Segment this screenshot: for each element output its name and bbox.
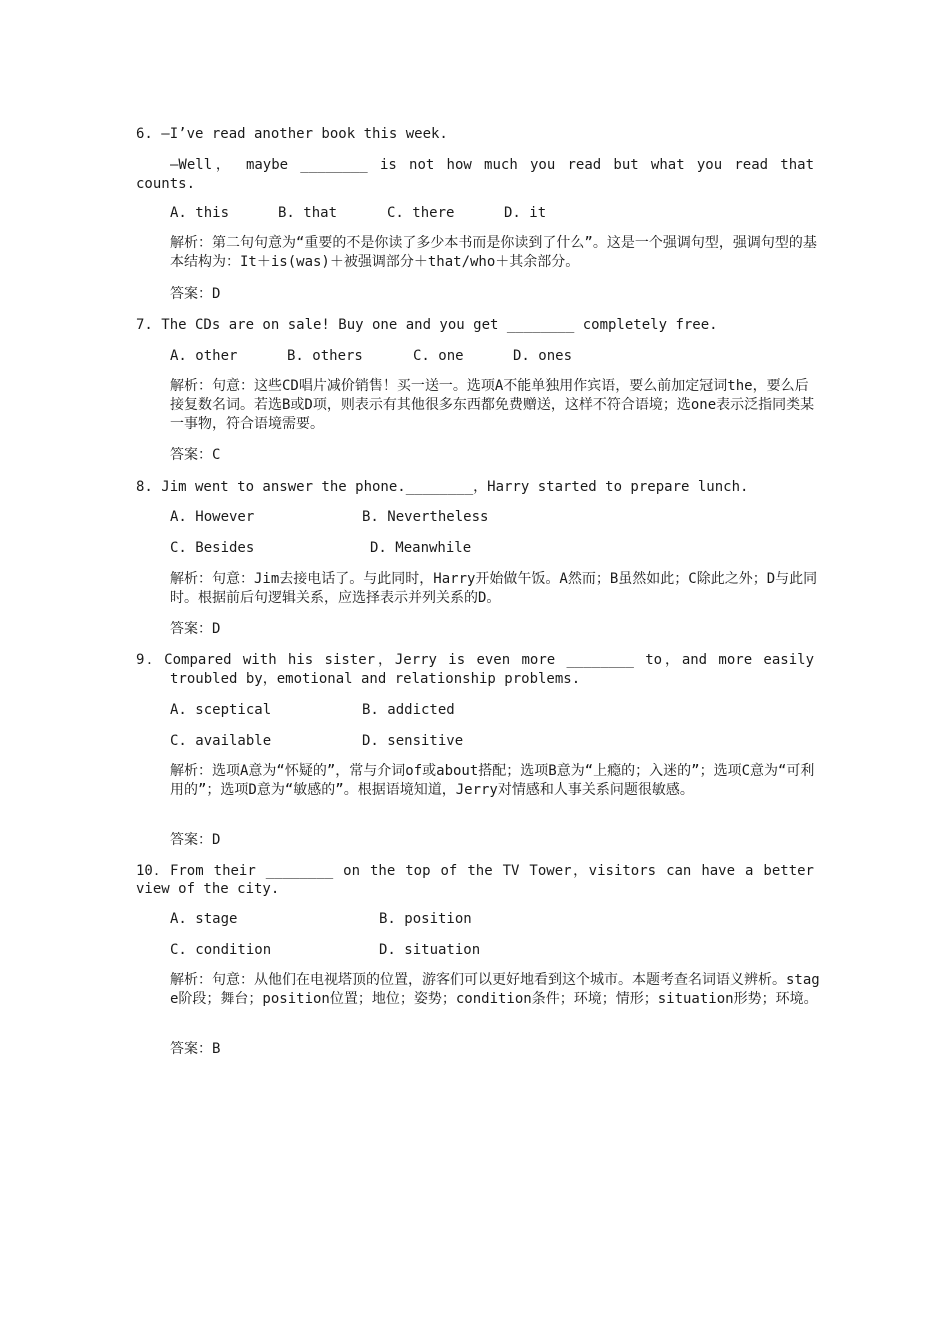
q6-option-c: C. there [387, 205, 455, 221]
q10-stem-line2: view of the city. [136, 881, 280, 897]
q7-stem: 7. The CDs are on sale! Buy one and you get ________ completely free. [136, 317, 718, 333]
q7-option-b: B. others [287, 348, 363, 364]
q9-stem-line2: troubled by，emotional and relationship problems. [170, 671, 581, 687]
q6-option-b: B. that [278, 205, 338, 221]
q6-analysis: 解析：第二句句意为“重要的不是你读了多少本书而是你读到了什么”。这是一个强调句型，强调句型的基本结构为：It＋is(was)＋被强调部分＋that/who＋其余部分。 [170, 235, 817, 270]
q9-stem: 9．Compared with his sister，Jerry is even more ________ to，and more easily [136, 652, 814, 668]
q9-option-a: A. sceptical [170, 702, 272, 718]
q9-option-d: D. sensitive [362, 733, 464, 749]
q8-stem: 8. Jim went to answer the phone.________，Harry started to prepare lunch. [136, 479, 749, 495]
q7-option-a: A. other [170, 348, 238, 364]
q6-stem-line3: counts. [136, 176, 196, 192]
q6-stem: 6. —I’ve read another book this week. [136, 126, 448, 142]
q8-option-b: B. Nevertheless [362, 509, 489, 525]
q9-option-c: C. available [170, 733, 272, 749]
q8-analysis: 解析：句意：Jim去接电话了。与此同时，Harry开始做午饭。A然而；B虽然如此；C除此之外；D与此同时。根据前后句逻辑关系，应选择表示并列关系的D。 [170, 571, 818, 606]
q10-option-d: D. situation [379, 942, 481, 958]
q7-option-d: D. ones [513, 348, 573, 364]
q10-option-a: A. stage [170, 911, 238, 927]
q7-answer: 答案：C [170, 447, 221, 463]
q10-option-c: C. condition [170, 942, 272, 958]
q8-option-a: A. However [170, 509, 255, 525]
q9-option-b: B. addicted [362, 702, 455, 718]
q10-stem: 10．From their ________ on the top of the TV Tower，visitors can have a better [136, 863, 814, 879]
q9-answer: 答案：D [170, 832, 221, 848]
q10-answer: 答案：B [170, 1041, 221, 1057]
q6-option-a: A. this [170, 205, 230, 221]
q7-option-c: C. one [413, 348, 464, 364]
q6-answer: 答案：D [170, 286, 221, 302]
q8-answer: 答案：D [170, 621, 221, 637]
q6-option-d: D. it [504, 205, 547, 221]
q6-stem-line2: —Well， maybe ________ is not how much you read but what you read that [170, 157, 814, 173]
q10-option-b: B. position [379, 911, 472, 927]
q7-analysis: 解析：句意：这些CD唱片减价销售！买一送一。选项A不能单独用作宾语，要么前加定冠词the，要么后接复数名词。若选B或D项，则表示有其他很多东西都免费赠送，这样不符合语境；选one表示泛指同类某一事物，符合语境需要。 [170, 378, 815, 432]
q8-option-d: D. Meanwhile [370, 540, 472, 556]
q10-analysis: 解析：句意：从他们在电视塔顶的位置，游客们可以更好地看到这个城市。本题考查名词语义辨析。stage阶段；舞台；position位置；地位；姿势；condition条件；环境；情形；situation形势；环境。 [170, 972, 820, 1007]
q8-option-c: C. Besides [170, 540, 255, 556]
q9-analysis: 解析：选项A意为“怀疑的”，常与介词of或about搭配；选项B意为“上瘾的；入迷的”；选项C意为“可利用的”；选项D意为“敏感的”。根据语境知道，Jerry对情感和人事关系问题很敏感。 [170, 763, 815, 798]
